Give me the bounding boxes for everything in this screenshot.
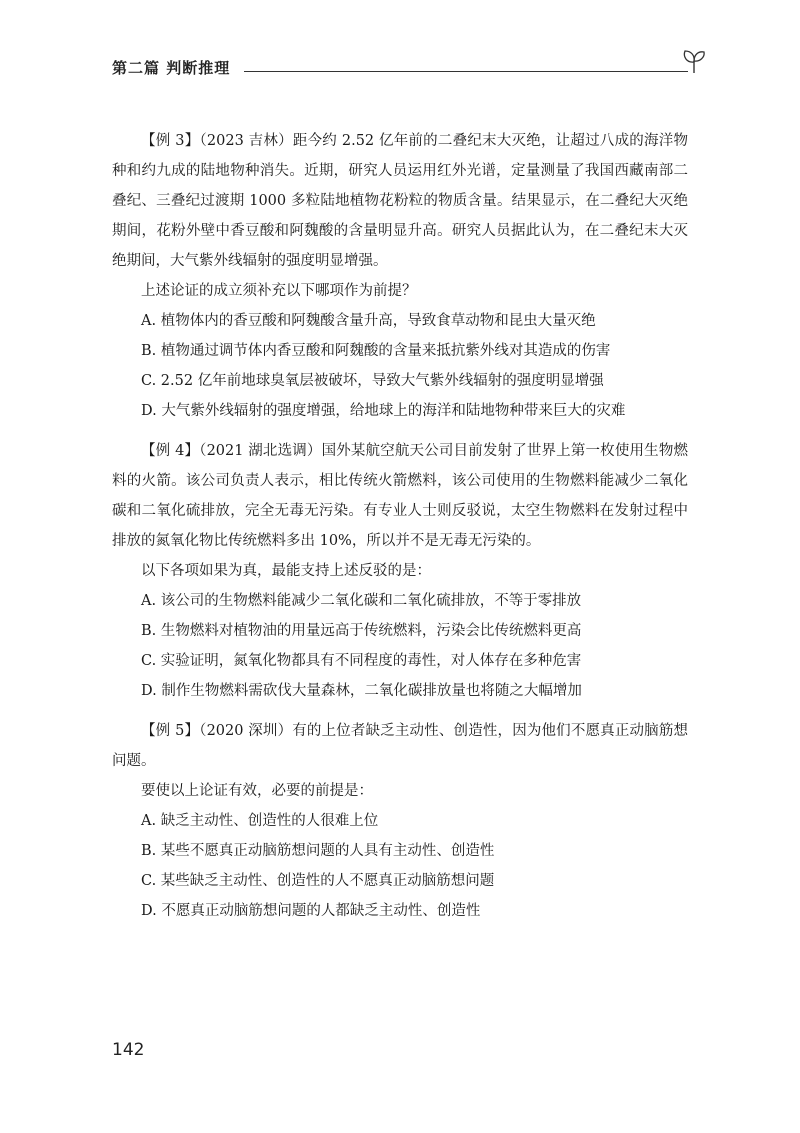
chapter-title: 第二篇 判断推理 xyxy=(112,59,231,77)
option-b: B. 植物通过调节体内香豆酸和阿魏酸的含量来抵抗紫外线对其造成的伤害 xyxy=(141,343,611,359)
option-c: C. 实验证明，氮氧化物都具有不同程度的毒性，对人体存在多种危害 xyxy=(141,653,582,669)
example-5 xyxy=(112,716,688,926)
example-passage: 【例 3】（2023 吉林）距今约 2.52 亿年前的二叠纪末大灭绝，让超过八成的海洋物种和约九成的陆地物种消失。近期，研究人员运用红外光谱，定量测量了我国西藏南部二叠纪、三叠纪过渡期 1000 多粒陆地植物花粉粒的物质含量。结果显示，在二叠纪大灭绝期间，花粉外壁中香豆酸和阿魏酸的含量明显升高。研究人员据此认为，在二叠纪末大灭绝期间，大气紫外线辐射的强度明显增强。 xyxy=(112,133,688,269)
option-list xyxy=(112,306,688,426)
example-passage: 【例 4】（2021 湖北选调）国外某航空航天公司目前发射了世界上第一枚使用生物燃料的火箭。该公司负责人表示，相比传统火箭燃料，该公司使用的生物燃料能减少二氧化碳和二氧化硫排放，完全无毒无污染。有专业人士则反驳说，太空生物燃料在发射过程中排放的氮氧化物比传统燃料多出 10%，所以并不是无毒无污染的。 xyxy=(112,443,688,549)
option-b: B. 生物燃料对植物油的用量远高于传统燃料，污染会比传统燃料更高 xyxy=(141,623,582,639)
option-a: A. 缺乏主动性、创造性的人很难上位 xyxy=(141,813,379,829)
option-d: D. 不愿真正动脑筋想问题的人都缺乏主动性、创造性 xyxy=(141,903,481,919)
option-list xyxy=(112,586,688,706)
example-4 xyxy=(112,436,688,706)
option-b: B. 某些不愿真正动脑筋想问题的人具有主动性、创造性 xyxy=(141,843,495,859)
sprout-icon xyxy=(682,48,706,74)
option-c: C. 2.52 亿年前地球臭氧层被破坏，导致大气紫外线辐射的强度明显增强 xyxy=(141,373,604,389)
example-question: 以下各项如果为真，最能支持上述反驳的是： xyxy=(141,563,431,579)
example-question: 要使以上论证有效，必要的前提是： xyxy=(141,783,373,799)
option-d: D. 大气紫外线辐射的强度增强，给地球上的海洋和陆地物种带来巨大的灾难 xyxy=(141,403,626,419)
page-number: 142 xyxy=(112,1040,145,1060)
example-passage: 【例 5】（2020 深圳）有的上位者缺乏主动性、创造性，因为他们不愿真正动脑筋想问题。 xyxy=(112,723,688,769)
page-header xyxy=(112,56,706,82)
option-d: D. 制作生物燃料需砍伐大量森林，二氧化碳排放量也将随之大幅增加 xyxy=(141,683,582,699)
header-rule xyxy=(244,71,688,72)
page-content xyxy=(112,126,688,926)
option-list xyxy=(112,806,688,926)
option-a: A. 植物体内的香豆酸和阿魏酸含量升高，导致食草动物和昆虫大量灭绝 xyxy=(141,313,596,329)
example-3 xyxy=(112,126,688,426)
option-c: C. 某些缺乏主动性、创造性的人不愿真正动脑筋想问题 xyxy=(141,873,495,889)
example-question: 上述论证的成立须补充以下哪项作为前提？ xyxy=(141,283,417,299)
option-a: A. 该公司的生物燃料能减少二氧化碳和二氧化硫排放，不等于零排放 xyxy=(141,593,582,609)
